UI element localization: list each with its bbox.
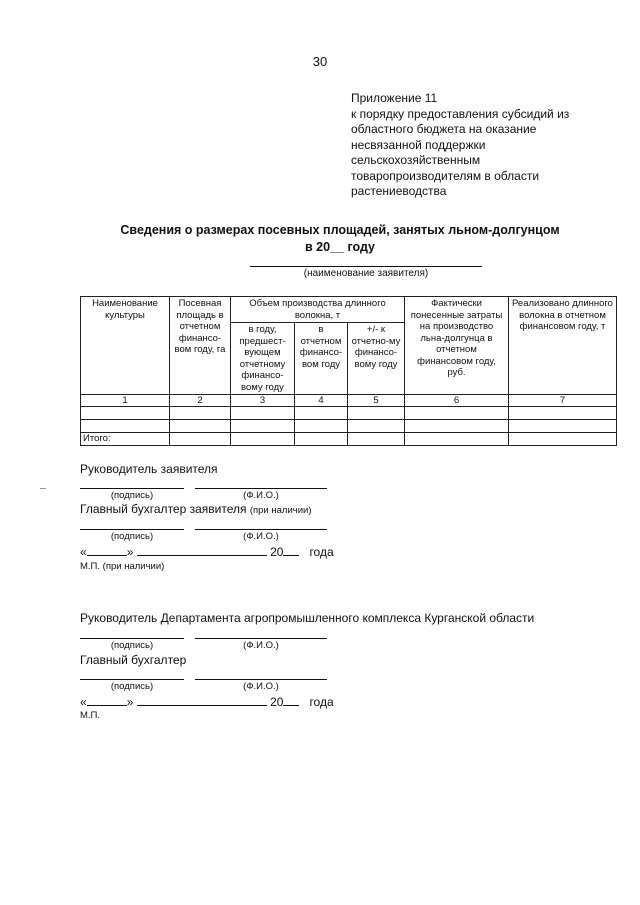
- total-row: [81, 433, 617, 446]
- column-number: 1: [81, 395, 170, 407]
- date-line: « » 20 года: [80, 695, 334, 709]
- document-title: [70, 222, 610, 256]
- fio-line: [195, 529, 327, 530]
- head-applicant-label: Руководитель заявителя: [80, 462, 218, 476]
- signature-caption: (подпись): [110, 490, 154, 501]
- fio-caption: (Ф.И.О.): [243, 681, 279, 692]
- appendix-line: сельскохозяйственным: [351, 153, 481, 167]
- fio-caption: (Ф.И.О.): [243, 490, 279, 501]
- day-blank: [87, 694, 127, 706]
- signature-line: [80, 529, 184, 530]
- fio-caption: (Ф.И.О.): [243, 640, 279, 651]
- total-label: Итого:: [81, 433, 170, 446]
- table-row: [81, 420, 617, 433]
- month-blank: [137, 694, 267, 706]
- signature-caption: (подпись): [110, 531, 154, 542]
- applicant-name-line: [250, 266, 482, 267]
- fio-line: [195, 488, 327, 489]
- appendix-line: растениеводства: [351, 184, 447, 198]
- signature-line: [80, 679, 184, 680]
- day-blank: [87, 544, 127, 556]
- year-blank: [283, 544, 299, 556]
- month-blank: [137, 544, 267, 556]
- if-available-note: (при наличии): [249, 505, 312, 516]
- signature-line: [80, 638, 184, 639]
- appendix-line: несвязанной поддержки: [351, 137, 486, 152]
- signature-caption: (подпись): [110, 640, 154, 651]
- column-number: 5: [348, 395, 405, 407]
- table-row: [81, 407, 617, 420]
- appendix-line: товаропроизводителям в области: [351, 168, 540, 183]
- chief-accountant-applicant-text: Главный бухгалтер заявителя: [80, 502, 247, 516]
- header-fiber-volume: Объем производства длинного волокна, т: [231, 297, 405, 323]
- header-actual-costs: Фактически понесенные затраты на производство льна-долгунца в отчетном финансовом году, руб.: [405, 297, 509, 395]
- header-reporting-year: в отчетном финансо-вом году: [295, 323, 348, 395]
- header-fiber-sold: Реализовано длинного волокна в отчетном финансовом году, т: [509, 297, 617, 395]
- title-line: в 20__ году: [305, 240, 375, 254]
- appendix-line: областного бюджета на оказание: [351, 122, 537, 136]
- appendix-line: к порядку предоставления субсидий из: [351, 106, 570, 121]
- title-line: Сведения о размерах посевных площадей, занятых льном-долгунцом: [120, 223, 560, 237]
- header-change: +/- к отчетно-му финансо-вому году: [348, 323, 405, 395]
- chief-accountant-label: Главный бухгалтер: [80, 653, 187, 667]
- head-department-label: Руководитель Департамента агропромышленного комплекса Курганской области: [80, 611, 535, 625]
- column-number: 2: [170, 395, 231, 407]
- chief-accountant-applicant-label: [80, 502, 312, 516]
- column-number: 4: [295, 395, 348, 407]
- fio-caption: (Ф.И.О.): [243, 531, 279, 542]
- fio-line: [195, 638, 327, 639]
- header-sown-area: Посевная площадь в отчетном финансо-вом году, га: [170, 297, 231, 395]
- margin-mark: [40, 488, 46, 489]
- date-line: « » 20 года: [80, 545, 334, 559]
- applicant-name-caption: (наименование заявителя): [303, 268, 429, 279]
- column-number: 7: [509, 395, 617, 407]
- header-crop-name: Наименование культуры: [81, 297, 170, 395]
- stamp-note: М.П.: [80, 710, 101, 721]
- year-blank: [283, 694, 299, 706]
- appendix-line: Приложение 11: [351, 91, 438, 105]
- signature-line: [80, 488, 184, 489]
- appendix-note: [351, 91, 611, 200]
- column-number: 3: [231, 395, 295, 407]
- signature-caption: (подпись): [110, 681, 154, 692]
- header-previous-year: в году, предшест-вующем отчетному финансо-вому году: [231, 323, 295, 395]
- fio-line: [195, 679, 327, 680]
- page-number: 30: [312, 54, 328, 69]
- data-table: [80, 296, 617, 446]
- column-number: 6: [405, 395, 509, 407]
- stamp-note: М.П. (при наличии): [80, 561, 165, 572]
